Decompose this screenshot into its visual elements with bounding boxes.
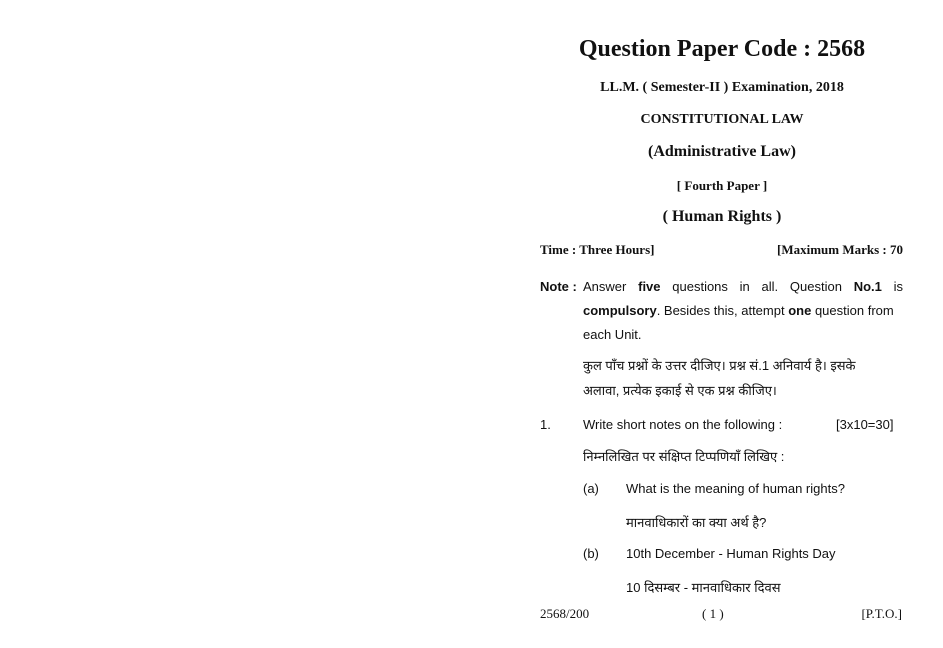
sub-subject-title: (Administrative Law) bbox=[648, 143, 796, 160]
sub-question-hindi: मानवाधिकारों का क्या अर्थ है? bbox=[626, 515, 767, 530]
footer-code: 2568/200 bbox=[540, 606, 590, 621]
time-label: Time : Three Hours] bbox=[540, 242, 655, 257]
note-text: Answer bbox=[583, 279, 639, 294]
note-emphasis: one bbox=[788, 303, 812, 318]
question-marks: [3x10=30] bbox=[836, 417, 894, 432]
subject-title: CONSTITUTIONAL LAW bbox=[640, 112, 804, 127]
question-number: 1. bbox=[540, 417, 551, 432]
sub-question-label: (a) bbox=[583, 481, 599, 496]
note-hindi-line-1: कुल पाँच प्रश्नों के उत्तर दीजिए। प्रश्न सं.1 अनिवार्य है। इसके bbox=[583, 358, 856, 373]
sub-question-text: What is the meaning of human rights? bbox=[626, 481, 845, 496]
note-emphasis: No.1 bbox=[853, 279, 882, 294]
question-text: Write short notes on the following : bbox=[583, 417, 783, 432]
note-text: . Besides this, attempt bbox=[656, 303, 789, 318]
note-text: question from bbox=[811, 303, 894, 318]
note-hindi-line-2: अलावा, प्रत्येक इकाई से एक प्रश्न कीजिए। bbox=[583, 383, 777, 398]
question-hindi: निम्नलिखित पर संक्षिप्त टिप्पणियाँ लिखिए : bbox=[583, 449, 785, 464]
sub-question-hindi: 10 दिसम्बर - मानवाधिकार दिवस bbox=[626, 580, 781, 595]
max-marks-label: [Maximum Marks : 70 bbox=[776, 242, 903, 257]
page-number: ( 1 ) bbox=[702, 606, 724, 621]
sub-question-label: (b) bbox=[583, 546, 599, 561]
note-emphasis: five bbox=[638, 279, 661, 294]
sub-question-text: 10th December - Human Rights Day bbox=[626, 546, 836, 561]
note-label: Note : bbox=[540, 279, 577, 294]
note-line-2 bbox=[583, 303, 894, 318]
paper-code-title: Question Paper Code : 2568 bbox=[578, 36, 866, 62]
pto-label: [P.T.O.] bbox=[861, 606, 902, 621]
note-line-3: each Unit. bbox=[583, 327, 642, 342]
paper-label: [ Fourth Paper ] bbox=[676, 178, 768, 193]
exam-title: LL.M. ( Semester-II ) Examination, 2018 bbox=[600, 80, 844, 95]
note-emphasis: compulsory bbox=[583, 303, 657, 318]
note-text: is bbox=[881, 279, 903, 294]
note-text: questions in all. Question bbox=[660, 279, 854, 294]
topic-title: ( Human Rights ) bbox=[662, 208, 782, 225]
note-line-1 bbox=[583, 279, 903, 294]
